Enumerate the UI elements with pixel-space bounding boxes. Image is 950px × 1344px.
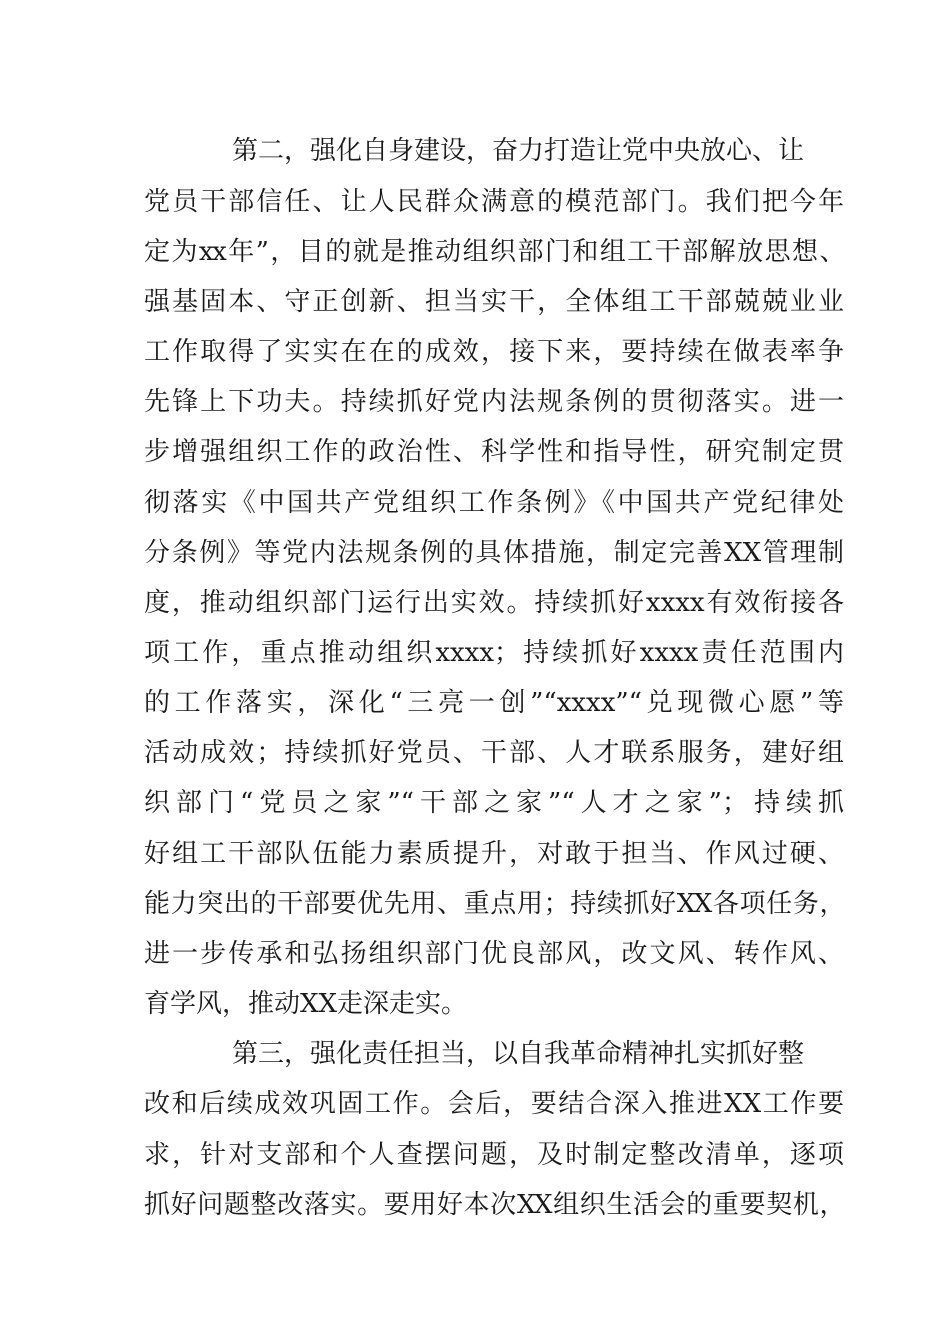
paragraph-3-line-4: 抓好问题整改落实。要用好本次XX组织生活会的重要契机， <box>144 1190 844 1220</box>
paragraph-3-line-1: 第三，强化责任担当，以自我革命精神扎实抓好整 <box>232 1039 805 1069</box>
paragraph-2-line-10: 度，推动组织部门运行出实效。持续抓好xxxx有效衔接各 <box>144 588 844 618</box>
paragraph-3-line-3: 求，针对支部和个人查摆问题，及时制定整改清单，逐项 <box>144 1140 844 1170</box>
paragraph-2-line-3: 定为xx年”，目的就是推动组织部门和组工干部解放思想、 <box>144 237 844 267</box>
paragraph-2-line-1: 第二，强化自身建设，奋力打造让党中央放心、让 <box>232 136 805 166</box>
paragraph-2-line-8: 彻落实《中国共产党组织工作条例》《中国共产党纪律处 <box>144 488 844 518</box>
paragraph-2-line-13: 活动成效；持续抓好党员、干部、人才联系服务，建好组 <box>144 738 844 768</box>
paragraph-2-line-15: 好组工干部队伍能力素质提升，对敢于担当、作风过硬、 <box>144 839 844 869</box>
paragraph-2-line-18: 育学风，推动XX走深走实。 <box>144 989 468 1019</box>
paragraph-2-line-12: 的工作落实，深化“三亮一创”“xxxx”“兑现微心愿”等 <box>144 688 844 718</box>
paragraph-2-line-11: 项工作，重点推动组织xxxx；持续抓好xxxx责任范围内 <box>144 638 844 668</box>
paragraph-2-line-7: 步增强组织工作的政治性、科学性和指导性，研究制定贯 <box>144 437 844 467</box>
paragraph-2-line-2: 党员干部信任、让人民群众满意的模范部门。我们把今年 <box>144 187 844 217</box>
paragraph-2-line-6: 先锋上下功夫。持续抓好党内法规条例的贯彻落实。进一 <box>144 387 844 417</box>
paragraph-2-line-16: 能力突出的干部要优先用、重点用；持续抓好XX各项任务， <box>144 889 844 919</box>
paragraph-2-line-4: 强基固本、守正创新、担当实干，全体组工干部兢兢业业 <box>144 287 844 317</box>
paragraph-2-line-17: 进一步传承和弘扬组织部门优良部风，改文风、转作风、 <box>144 939 844 969</box>
paragraph-2-line-9: 分条例》等党内法规条例的具体措施，制定完善XX管理制 <box>144 538 844 568</box>
paragraph-2-line-5: 工作取得了实实在在的成效，接下来，要持续在做表率争 <box>144 337 844 367</box>
paragraph-2-line-14: 织部门“党员之家”“干部之家”“人才之家”；持续抓 <box>144 788 844 818</box>
paragraph-3-line-2: 改和后续成效巩固工作。会后，要结合深入推进XX工作要 <box>144 1089 844 1119</box>
